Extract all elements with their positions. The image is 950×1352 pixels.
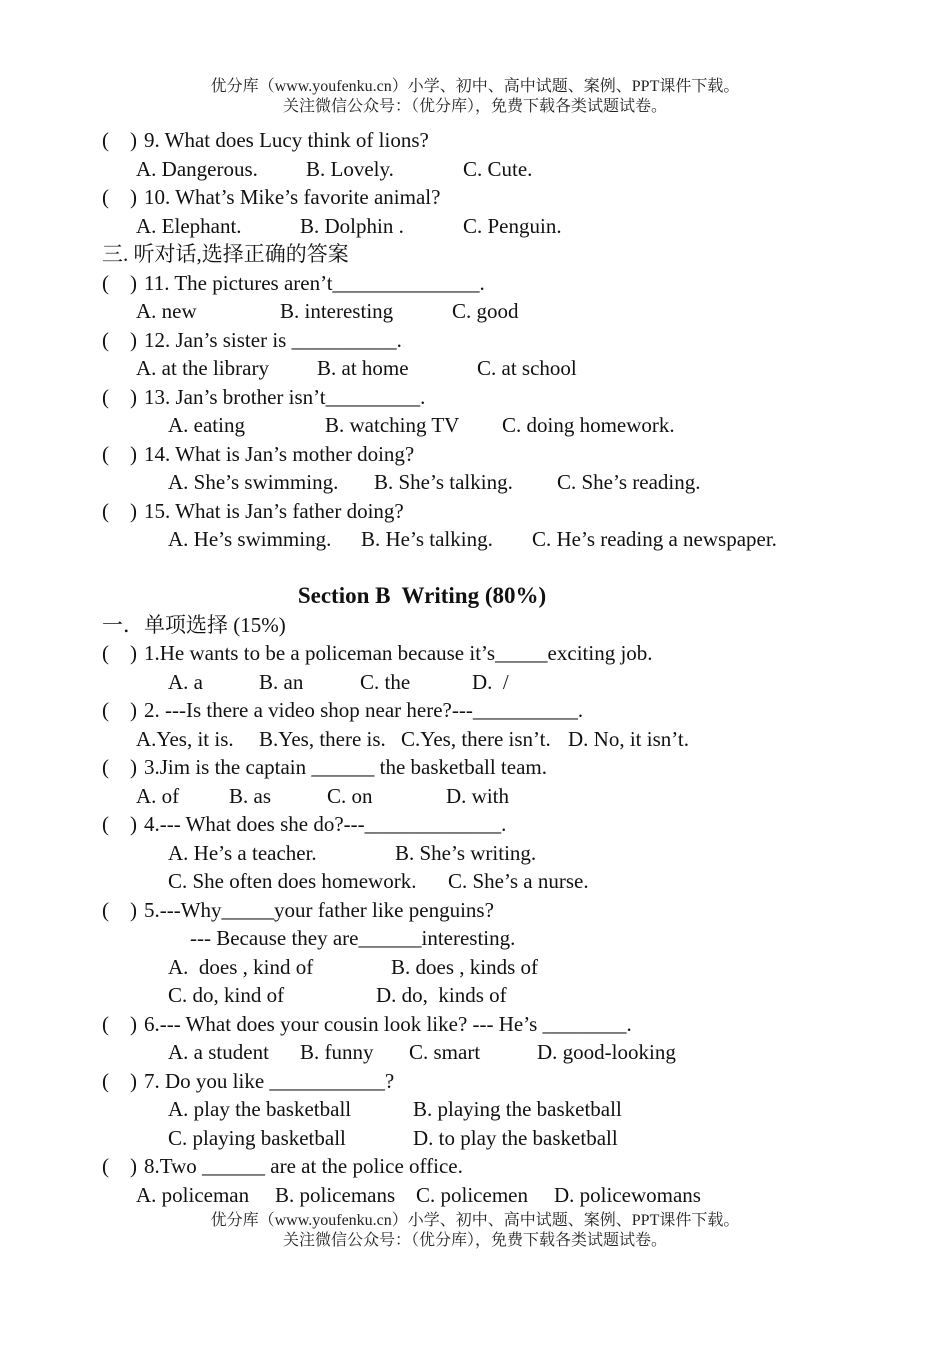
option-d: D. / — [472, 669, 509, 694]
option-a: A. She’s swimming. — [168, 470, 339, 494]
option-a: A. Dangerous. — [136, 156, 258, 181]
question-9 — [102, 126, 922, 155]
option-b: B. policemans — [275, 1182, 396, 1207]
b-question-3 — [102, 753, 922, 782]
page-footer — [0, 1211, 950, 1251]
answer-bracket[interactable]: ( ) — [102, 1011, 137, 1036]
b-question-3-options — [102, 782, 922, 811]
answer-bracket[interactable]: ( ) — [102, 1154, 137, 1178]
question-text: 8.Two ______ are at the police office. — [144, 1154, 463, 1178]
option-b: B. at home — [317, 356, 409, 380]
answer-bracket[interactable]: ( ) — [102, 498, 137, 523]
option-b: B. interesting — [280, 299, 394, 323]
answer-bracket[interactable]: ( ) — [102, 812, 137, 836]
header-line-1: 优分库（www.youfenku.cn）小学、初中、高中试题、案例、PPT课件下载。 — [210, 78, 740, 95]
option-b: B. as — [229, 783, 271, 808]
question-text: 7. Do you like ___________? — [144, 1068, 395, 1093]
b-question-4-options-row2 — [102, 867, 922, 896]
option-b: B. playing the basketball — [413, 1097, 622, 1121]
question-text: 11. The pictures aren’t______________. — [144, 270, 485, 295]
footer-line-1: 优分库（www.youfenku.cn）小学、初中、高中试题、案例、PPT课件下载。 — [210, 1212, 740, 1229]
option-b: B. She’s writing. — [395, 840, 537, 865]
option-a: A. He’s a teacher. — [168, 840, 317, 865]
option-c: C. doing homework. — [502, 413, 675, 437]
b-question-8 — [102, 1152, 922, 1181]
question-12-options — [102, 354, 922, 383]
question-text-reply: --- Because they are______interesting. — [190, 926, 516, 950]
answer-bracket[interactable]: ( ) — [102, 185, 137, 209]
option-d: D. policewomans — [554, 1182, 701, 1207]
answer-bracket[interactable]: ( ) — [102, 698, 137, 722]
answer-bracket[interactable]: ( ) — [102, 641, 137, 665]
b-question-5-options-row2 — [102, 981, 922, 1010]
question-13 — [102, 383, 922, 412]
b-question-1 — [102, 639, 922, 668]
b-question-7-options-row2 — [102, 1124, 922, 1153]
question-15-options — [102, 525, 922, 554]
answer-bracket[interactable]: ( ) — [102, 327, 137, 352]
option-b: B. watching TV — [325, 413, 460, 437]
option-a: A. policeman — [136, 1182, 250, 1207]
question-text: 12. Jan’s sister is __________. — [144, 327, 402, 352]
b-question-6 — [102, 1010, 922, 1039]
question-text: 1.He wants to be a policeman because it’s_____exciting job. — [144, 641, 653, 665]
option-c: C. Penguin. — [463, 213, 562, 238]
b-question-6-options — [102, 1038, 922, 1067]
question-11 — [102, 269, 922, 298]
b-question-5-reply — [102, 924, 922, 953]
option-b: B.Yes, there is. — [259, 726, 386, 751]
option-b: B. does , kinds of — [391, 954, 538, 979]
question-text: 9. What does Lucy think of lions? — [144, 128, 429, 152]
question-text: 13. Jan’s brother isn’t_________. — [144, 384, 426, 409]
option-c: C. playing basketball — [168, 1125, 346, 1150]
question-text: 4.--- What does she do?---_____________. — [144, 812, 507, 836]
option-a: A. eating — [168, 413, 245, 437]
option-c: C. good — [452, 299, 519, 323]
option-b: B. funny — [300, 1040, 374, 1064]
option-b: B. Dolphin . — [300, 213, 404, 238]
b-question-7-options-row1 — [102, 1095, 922, 1124]
option-b: B. He’s talking. — [361, 527, 493, 551]
b-question-2 — [102, 696, 922, 725]
question-text: 2. ---Is there a video shop near here?---__________. — [144, 698, 584, 722]
b-question-5-options-row1 — [102, 953, 922, 982]
answer-bracket[interactable]: ( ) — [102, 755, 137, 779]
header-line-2: 关注微信公众号：（优分库），免费下载各类试题试卷。 — [282, 98, 667, 115]
question-9-options — [102, 155, 922, 184]
answer-bracket[interactable]: ( ) — [102, 128, 137, 152]
option-c: C. smart — [409, 1040, 481, 1064]
option-c: C. do, kind of — [168, 983, 285, 1007]
option-d: D. with — [446, 783, 509, 808]
part-b1-title: 一．单项选择 (15%) — [102, 612, 286, 637]
option-a: A. does , kind of — [168, 954, 314, 979]
option-c: C. Cute. — [463, 156, 533, 181]
part-3-title: 三. 听对话,选择正确的答案 — [102, 242, 349, 266]
option-a: A. a — [168, 669, 203, 694]
option-b: B. an — [259, 669, 304, 694]
answer-bracket[interactable]: ( ) — [102, 441, 137, 466]
option-c: C. policemen — [416, 1182, 528, 1207]
option-d: D. to play the basketball — [413, 1125, 618, 1150]
question-text: 15. What is Jan’s father doing? — [144, 498, 404, 523]
option-a: A. new — [136, 299, 197, 323]
question-10-options — [102, 212, 922, 241]
answer-bracket[interactable]: ( ) — [102, 1068, 137, 1093]
option-a: A.Yes, it is. — [136, 726, 234, 751]
option-a: A. play the basketball — [168, 1097, 352, 1121]
option-c: C. She often does homework. — [168, 869, 417, 893]
b-question-4-options-row1 — [102, 839, 922, 868]
option-c: C.Yes, there isn’t. — [401, 726, 551, 751]
b-question-4 — [102, 810, 922, 839]
exam-content — [102, 126, 922, 1209]
question-text: 5.---Why_____your father like penguins? — [144, 897, 494, 922]
question-text: 10. What’s Mike’s favorite animal? — [144, 185, 441, 209]
question-11-options — [102, 297, 922, 326]
b-question-7 — [102, 1067, 922, 1096]
question-15 — [102, 497, 922, 526]
option-a: A. at the library — [136, 356, 269, 380]
option-c: C. She’s reading. — [557, 470, 701, 494]
option-b: B. She’s talking. — [374, 470, 513, 494]
question-14-options — [102, 468, 922, 497]
option-d: D. do, kinds of — [376, 983, 507, 1007]
answer-bracket[interactable]: ( ) — [102, 897, 137, 922]
answer-bracket[interactable]: ( ) — [102, 270, 137, 295]
option-d: C. She’s a nurse. — [448, 869, 589, 893]
answer-bracket[interactable]: ( ) — [102, 384, 137, 409]
b-question-5 — [102, 896, 922, 925]
option-d: D. good-looking — [537, 1040, 676, 1064]
option-b: B. Lovely. — [306, 156, 394, 181]
question-13-options — [102, 411, 922, 440]
footer-line-2: 关注微信公众号：（优分库），免费下载各类试题试卷。 — [282, 1232, 667, 1249]
question-text: 6.--- What does your cousin look like? --- He’s ________. — [144, 1011, 632, 1036]
option-a: A. Elephant. — [136, 213, 242, 238]
option-d: D. No, it isn’t. — [568, 726, 689, 751]
question-14 — [102, 440, 922, 469]
b-question-1-options — [102, 668, 922, 697]
section-b-title: Section B Writing (80%) — [297, 583, 547, 608]
page-header — [0, 77, 950, 117]
b-question-8-options — [102, 1181, 922, 1210]
spacer — [102, 554, 922, 583]
option-c: C. on — [327, 783, 373, 808]
question-10 — [102, 183, 922, 212]
option-a: A. of — [136, 783, 180, 808]
question-12 — [102, 326, 922, 355]
option-c: C. He’s reading a newspaper. — [532, 527, 777, 551]
question-text: 3.Jim is the captain ______ the basketball team. — [144, 755, 547, 779]
option-c: C. the — [360, 669, 411, 694]
option-a: A. He’s swimming. — [168, 527, 332, 551]
question-text: 14. What is Jan’s mother doing? — [144, 441, 415, 466]
b-question-2-options — [102, 725, 922, 754]
option-a: A. a student — [168, 1040, 269, 1064]
option-c: C. at school — [477, 356, 577, 380]
